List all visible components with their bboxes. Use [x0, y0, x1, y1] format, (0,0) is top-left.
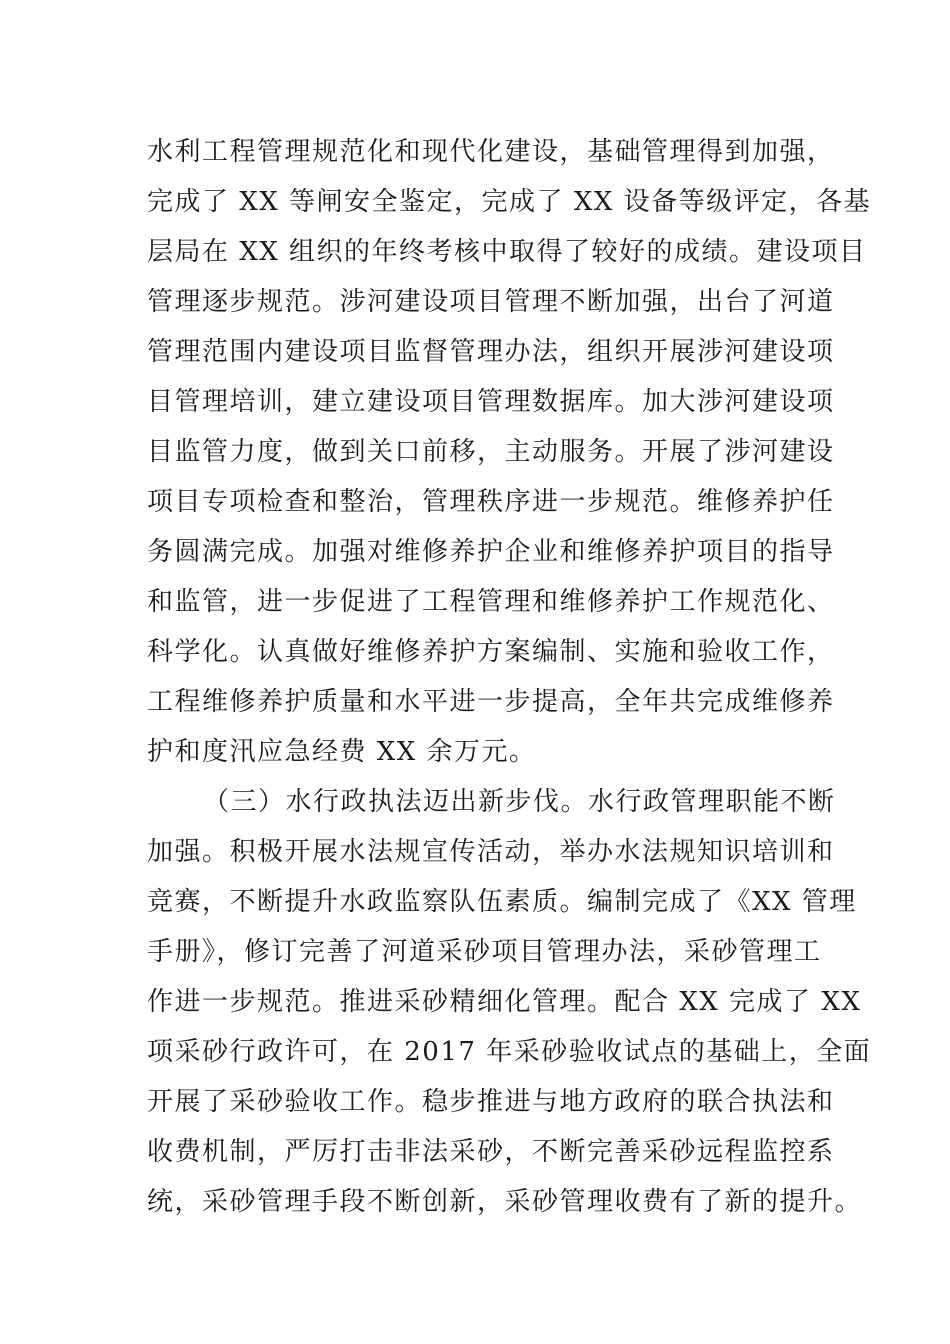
text-line: 务圆满完成。加强对维修养护企业和维修养护项目的指导 — [147, 537, 835, 567]
text-line: 目管理培训，建立建设项目管理数据库。加大涉河建设项 — [147, 387, 835, 417]
text-line: 加强。积极开展水法规宣传活动，举办水法规知识培训和 — [147, 837, 835, 867]
text-line: 管理逐步规范。涉河建设项目管理不断加强，出台了河道 — [147, 287, 835, 317]
text-line: 科学化。认真做好维修养护方案编制、实施和验收工作， — [147, 637, 835, 667]
text-line: 目监管力度，做到关口前移，主动服务。开展了涉河建设 — [147, 437, 835, 467]
text-line: 项目专项检查和整治，管理秩序进一步规范。维修养护任 — [147, 487, 835, 517]
text-line: 完成了 XX 等闸安全鉴定，完成了 XX 设备等级评定，各基 — [147, 187, 872, 217]
text-line: 开展了采砂验收工作。稳步推进与地方政府的联合执法和 — [147, 1087, 835, 1117]
text-line: 作进一步规范。推进采砂精细化管理。配合 XX 完成了 XX — [147, 987, 862, 1017]
text-line: 护和度汛应急经费 XX 余万元。 — [147, 737, 537, 767]
text-line: 工程维修养护质量和水平进一步提高，全年共完成维修养 — [147, 687, 835, 717]
text-line: 和监管，进一步促进了工程管理和维修养护工作规范化、 — [147, 587, 835, 617]
text-line: 竞赛，不断提升水政监察队伍素质。编制完成了《XX 管理 — [147, 887, 857, 917]
text-line: 水利工程管理规范化和现代化建设，基础管理得到加强， — [147, 137, 835, 167]
text-line: 收费机制，严厉打击非法采砂，不断完善采砂远程监控系 — [147, 1137, 835, 1167]
text-line: 管理范围内建设项目监督管理办法，组织开展涉河建设项 — [147, 337, 835, 367]
text-line: 层局在 XX 组织的年终考核中取得了较好的成绩。建设项目 — [147, 237, 867, 267]
text-line: 手册》，修订完善了河道采砂项目管理办法，采砂管理工 — [147, 937, 822, 967]
text-line: 统，采砂管理手段不断创新，采砂管理收费有了新的提升。 — [147, 1187, 863, 1217]
section-heading-line: （三）水行政执法迈出新步伐。水行政管理职能不断 — [203, 787, 836, 817]
document-body — [147, 127, 872, 1227]
text-line: 项采砂行政许可，在 2017 年采砂验收试点的基础上，全面 — [147, 1037, 872, 1067]
